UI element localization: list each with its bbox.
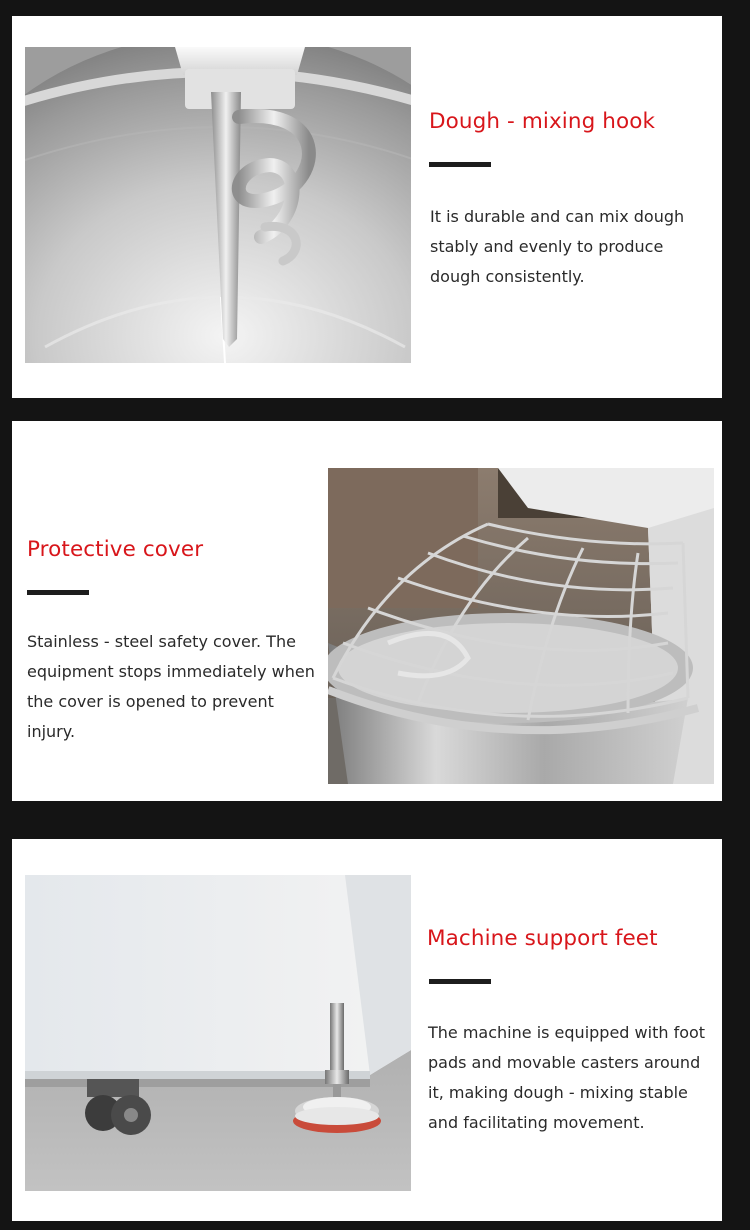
section-title: Machine support feet (427, 926, 658, 951)
title-underline (429, 979, 491, 984)
section-title: Protective cover (27, 537, 204, 562)
dough-hook-photo (25, 47, 411, 363)
protective-cover-photo (328, 468, 714, 784)
title-underline (27, 590, 89, 595)
feature-panel-dough-hook (12, 16, 722, 398)
feature-panel-support-feet (12, 839, 722, 1221)
feature-panel-protective-cover (12, 421, 722, 801)
section-description: The machine is equipped with foot pads and movable casters around it, making dough - mixing stable and facilitating movement. (428, 1023, 706, 1132)
support-feet-photo (25, 875, 411, 1191)
title-underline (429, 162, 491, 167)
section-description: It is durable and can mix dough stably and evenly to produce dough consistently. (430, 207, 685, 286)
section-title: Dough - mixing hook (429, 109, 656, 134)
section-description: Stainless - steel safety cover. The equipment stops immediately when the cover is opened to prevent injury. (27, 632, 315, 741)
